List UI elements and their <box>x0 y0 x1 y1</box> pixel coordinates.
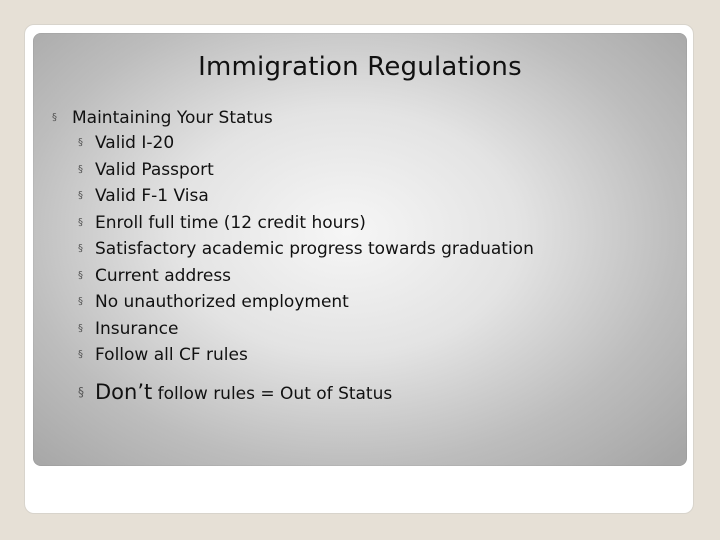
list-item <box>50 316 670 343</box>
bullet-icon: § <box>78 269 83 281</box>
list-item-label: Valid Passport <box>95 159 214 180</box>
list-item <box>50 210 670 237</box>
bullet-icon: § <box>52 112 57 123</box>
level1-item-label: Maintaining Your Status <box>72 108 273 128</box>
list-item-label: Valid F-1 Visa <box>95 186 209 206</box>
bullet-icon: § <box>78 322 83 334</box>
list-item <box>50 263 670 290</box>
out-of-status-text: follow rules = Out of Status <box>152 383 393 404</box>
bullet-icon: § <box>78 163 83 175</box>
slide-title: Immigration Regulations <box>198 52 522 82</box>
level1-item-maintaining-status <box>50 106 670 130</box>
list-item-label: Insurance <box>95 318 179 339</box>
bullet-icon: § <box>78 137 83 148</box>
bullet-icon: § <box>78 216 83 228</box>
list-item <box>50 289 670 316</box>
list-item-label: Satisfactory academic progress towards graduation <box>95 239 534 259</box>
list-item <box>50 157 670 184</box>
list-item <box>50 130 670 157</box>
slide-body <box>50 106 670 407</box>
list-item-label: No unauthorized employment <box>95 292 349 312</box>
bullet-icon: § <box>78 384 84 399</box>
list-item <box>50 342 670 369</box>
list-item-label: Valid I-20 <box>95 133 175 153</box>
bullet-icon: § <box>78 243 83 254</box>
list-item-label: Follow all CF rules <box>95 345 248 365</box>
bullet-icon: § <box>78 349 83 360</box>
bullet-icon: § <box>78 190 83 201</box>
bullet-icon: § <box>78 296 83 307</box>
requirements-list <box>50 130 670 369</box>
dont-text: Don’t <box>95 379 153 404</box>
list-item <box>50 236 670 263</box>
list-item-label: Enroll full time (12 credit hours) <box>95 212 366 233</box>
list-item <box>50 183 670 210</box>
out-of-status-item <box>50 377 670 407</box>
list-item-label: Current address <box>95 265 232 286</box>
